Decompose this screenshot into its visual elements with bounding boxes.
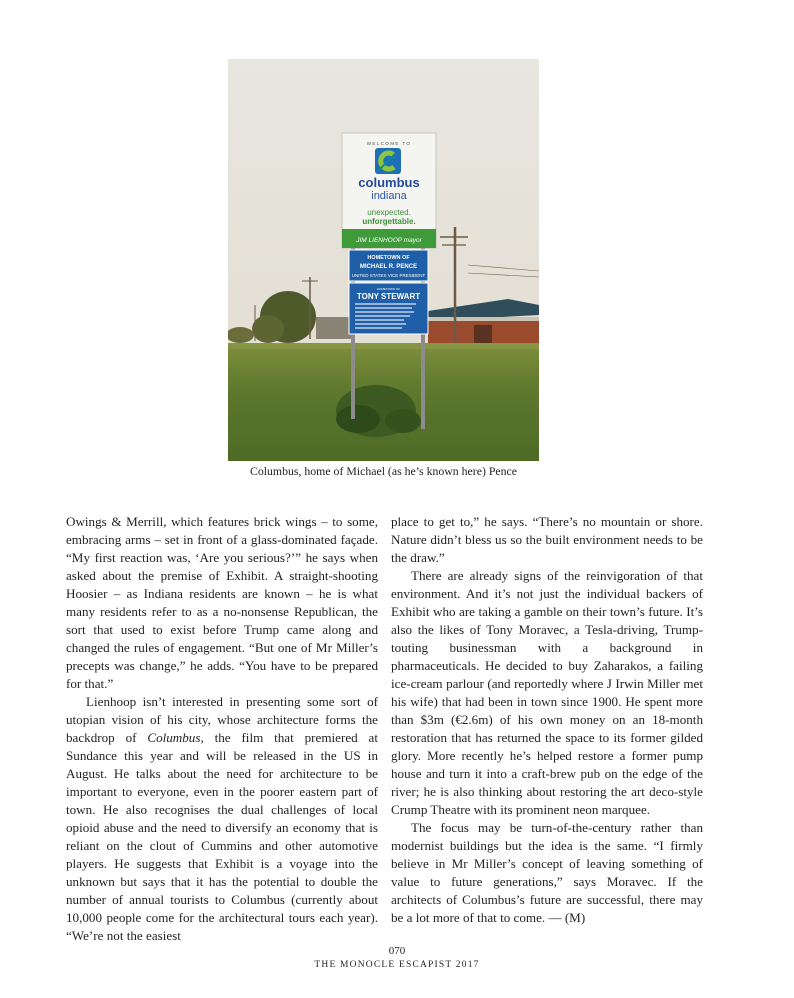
film-title: Columbus (147, 730, 201, 745)
paragraph: The focus may be turn-of-the-century rather than modernist buildings but the idea is the same. “I firmly believe in Mr Miller’s concept of leaving something of value to future generations,” says Moravec. If the architects of Columbus’s future are successful, there may be a lot more of that to come. — (M) (391, 820, 703, 925)
columbus-logo-icon (375, 148, 401, 174)
pence-sign-line2: MICHAEL R. PENCE (359, 264, 418, 270)
stewart-sign-small: HOMETOWN OF (376, 287, 401, 291)
welcome-sign (342, 133, 436, 248)
sign-city-name: columbus (358, 175, 420, 190)
paragraph: Lienhoop isn’t interested in presenting some sort of utopian vision of his city, whose architecture forms the backdrop of Columbus, the film that premiered at Sundance this year and will be released in the US in August. He talks about the need for architecture to be important to everyone, even in the poorer eastern part of town. He also recognises the dual challenges of local opioid abuse and the need to diversify an economy that is reliant on the clout of Cummins and other automotive players. He suggests that Exhibit is a voyage into the unknown but says that it has the potential to double the number of annual tourists to Columbus (currently about 10,000 people come for the architectural tours each year). “We’re not the easiest (66, 694, 378, 943)
body-column-left (66, 513, 378, 945)
body-column-right (391, 513, 703, 927)
pence-sign-line1: HOMETOWN OF (367, 255, 410, 261)
paragraph: Owings & Merrill, which features brick wings – to some, embracing arms – set in front of a glass-dominated façade. “My first reaction was, ‘Are you serious?’” he says when asked about the premise of Exhibit. A straight-shooting Hoosier – as Indiana residents are known – he is what many residents refer to as a no-nonsense Republican, the sort that used to exist before Trump came along and changed the rules of engagement. “But one of Mr Miller’s precepts was change,” he adds. “You have to be prepared for that.” (66, 514, 378, 691)
sign-slogan-1: unexpected. (367, 208, 411, 217)
sign-state-name: indiana (371, 190, 407, 202)
feature-photo (228, 59, 539, 461)
photo-caption: Columbus, home of Michael (as he’s known here) Pence (249, 464, 517, 478)
page-number: 070 (388, 945, 406, 957)
paragraph: There are already signs of the reinvigoration of that environment. And it’s not just the individual backers of Exhibit who are taking a gamble on their town’s future. It’s also the likes of Tony Moravec, a Tesla-driving, Trump-touting businessman with a background in pharmaceuticals. He decided to buy Zaharakos, a failing ice-cream parlour (and reportedly where J Irwin Miller met his wife) that had been in town since 1900. He spent more than $3m (€2.6m) of his own money on an 18-month restoration that has returned the space to its former gilded glory. More recently he’s helped restore a former pump house and turn it into a craft-brew pub on the edge of the river; he is also thinking about restoring the art deco-style Crump Theatre with its prominent neon marquee. (391, 568, 703, 817)
pence-sign-line3: UNITED STATES VICE PRESIDENT (351, 273, 426, 278)
author-sign-off: (M) (564, 910, 586, 925)
stewart-sign-name: TONY STEWART (356, 292, 421, 301)
sign-welcome-text: WELCOME TO (366, 141, 412, 146)
publication-name: THE MONOCLE ESCAPIST 2017 (314, 960, 480, 970)
stewart-sign (349, 283, 428, 334)
pence-sign (349, 250, 428, 281)
distant-house (316, 317, 352, 339)
sign-mayor: JIM LIENHOOP mayor (356, 237, 422, 244)
paragraph: place to get to,” he says. “There’s no mountain or shore. Nature didn’t bless us so the built environment needs to be the draw.” (391, 514, 703, 565)
sign-slogan-2: unforgettable. (362, 217, 416, 226)
